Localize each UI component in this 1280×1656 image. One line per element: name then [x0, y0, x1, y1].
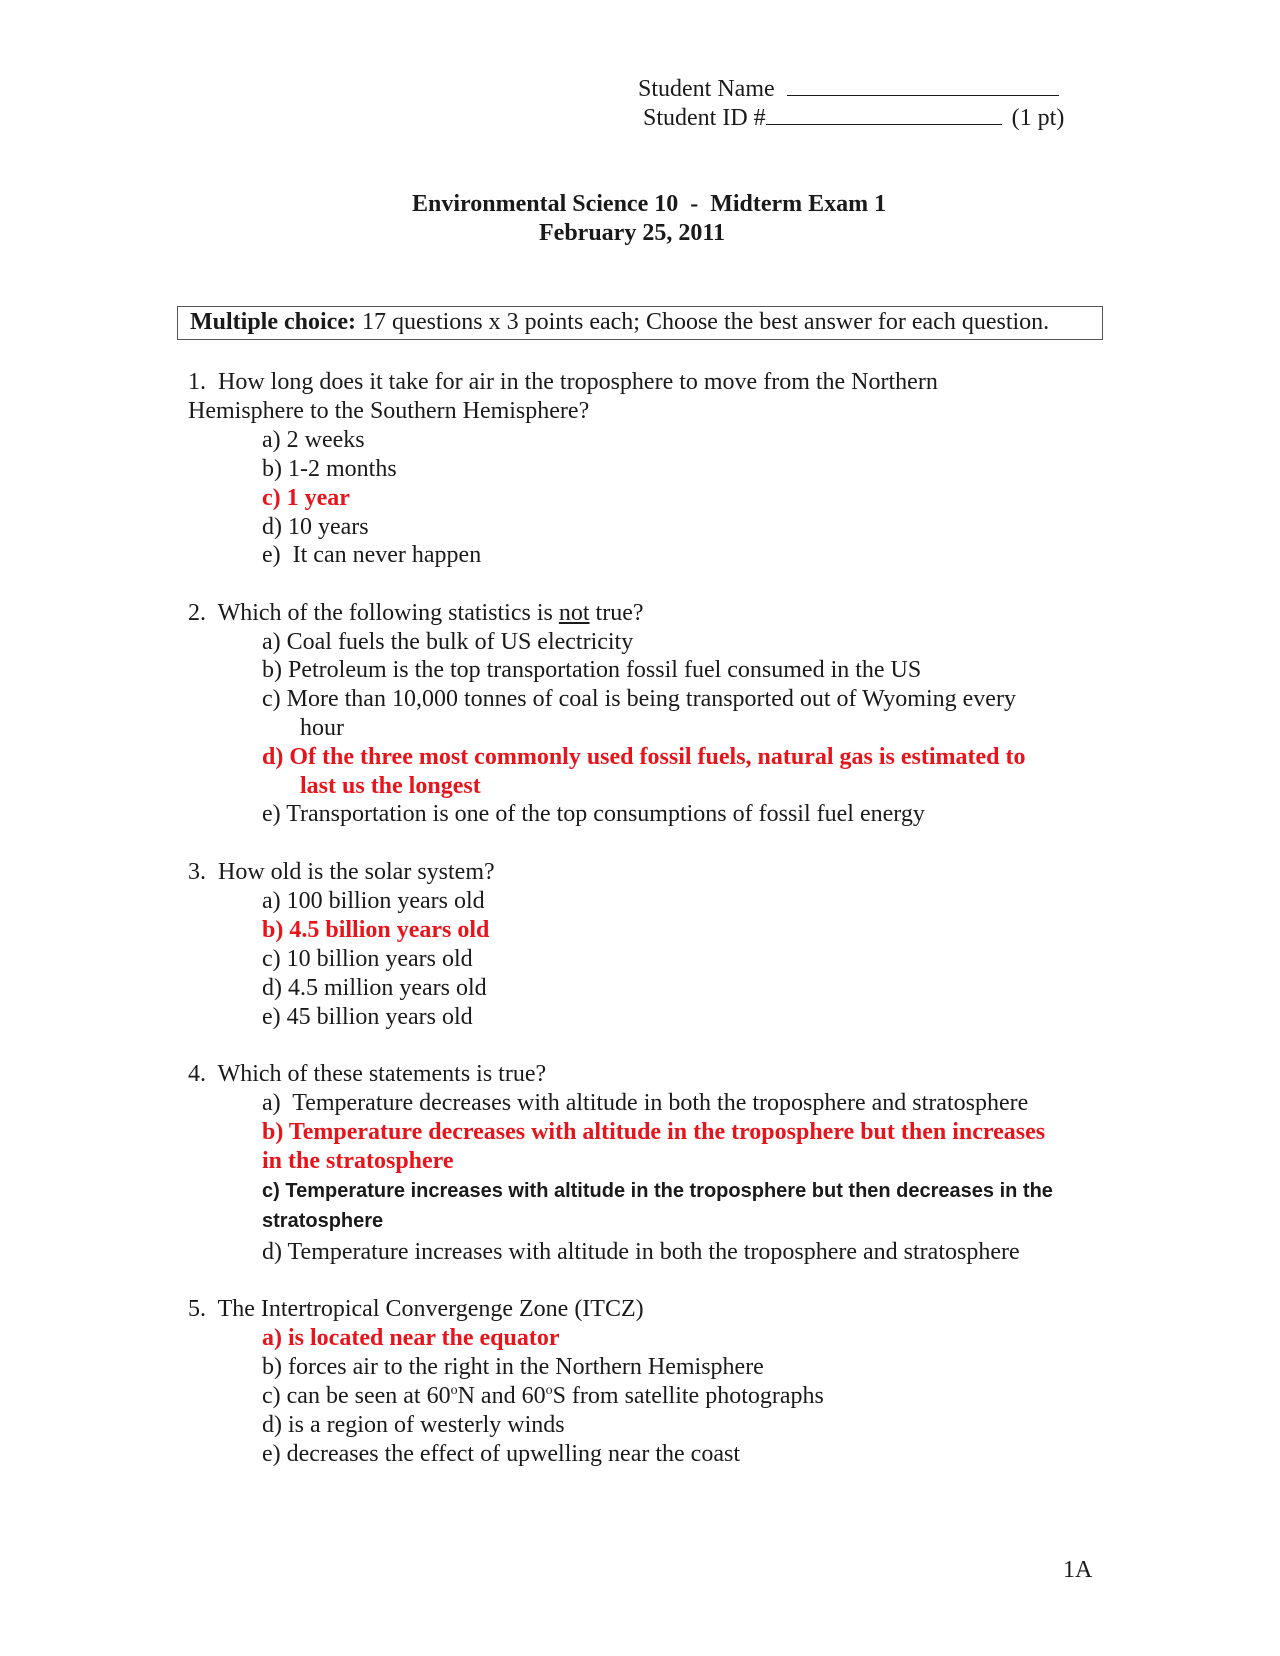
q2-stem	[188, 599, 644, 628]
q2-option-c-line2: hour	[300, 715, 344, 741]
instructions-box	[177, 306, 1103, 340]
q3-stem: 3. How old is the solar system?	[188, 859, 495, 885]
q4-option-c-line1: c) Temperature increases with altitude in the troposphere but then decreases in the	[262, 1180, 1053, 1202]
q4-option-d: d) Temperature increases with altitude in both the troposphere and stratosphere	[262, 1239, 1020, 1265]
q1-stem-line1: 1. How long does it take for air in the troposphere to move from the Northern	[188, 369, 938, 395]
q5-option-e: e) decreases the effect of upwelling near the coast	[262, 1441, 740, 1467]
q2-option-d-correct-line2: last us the longest	[300, 773, 481, 799]
exam-date: February 25, 2011	[539, 220, 725, 246]
q5-c-mid: N and 60	[457, 1383, 546, 1409]
q2-option-c-line1: c) More than 10,000 tonnes of coal is being transported out of Wyoming every	[262, 686, 1016, 712]
q2-stem-underlined: not	[558, 600, 590, 626]
q5-c-pre: c) can be seen at 60	[262, 1383, 451, 1409]
q2-stem-post: true?	[589, 600, 644, 626]
exam-title: Environmental Science 10 - Midterm Exam 1	[412, 191, 887, 217]
q2-option-d-correct-line1: d) Of the three most commonly used fossil fuels, natural gas is estimated to	[262, 744, 1026, 770]
degree-symbol: o	[450, 1383, 458, 1398]
q3-option-e: e) 45 billion years old	[262, 1004, 473, 1030]
q5-stem: 5. The Intertropical Convergenge Zone (ITCZ)	[188, 1296, 644, 1322]
q1-option-e: e) It can never happen	[262, 542, 482, 568]
student-id-field	[643, 103, 1064, 133]
q3-option-d: d) 4.5 million years old	[262, 975, 487, 1001]
q1-stem-line2: Hemisphere to the Southern Hemisphere?	[188, 398, 590, 424]
q2-option-a: a) Coal fuels the bulk of US electricity	[262, 629, 634, 655]
q4-option-b-correct-line1: b) Temperature decreases with altitude in the troposphere but then increases	[262, 1119, 1046, 1145]
student-name-blank[interactable]	[787, 75, 1059, 96]
q4-option-b-correct-line2: in the stratosphere	[262, 1148, 454, 1174]
q1-option-c-correct: c) 1 year	[262, 485, 350, 511]
student-id-points: (1 pt)	[1011, 105, 1065, 131]
q2-stem-pre: 2. Which of the following statistics is	[188, 600, 559, 626]
q2-option-b: b) Petroleum is the top transportation fossil fuel consumed in the US	[262, 657, 922, 683]
q3-option-b-correct: b) 4.5 billion years old	[262, 917, 490, 943]
q2-option-e: e) Transportation is one of the top consumptions of fossil fuel energy	[262, 801, 925, 827]
q3-option-a: a) 100 billion years old	[262, 888, 485, 914]
q5-option-b: b) forces air to the right in the Northern Hemisphere	[262, 1354, 764, 1380]
q1-option-b: b) 1-2 months	[262, 456, 397, 482]
q5-option-d: d) is a region of westerly winds	[262, 1412, 565, 1438]
q1-option-d: d) 10 years	[262, 514, 369, 540]
q5-option-c	[262, 1382, 824, 1411]
q4-stem: 4. Which of these statements is true?	[188, 1061, 547, 1087]
instructions-text: 17 questions x 3 points each; Choose the best answer for each question.	[361, 309, 1050, 335]
student-id-blank[interactable]	[766, 104, 1002, 125]
degree-symbol: o	[545, 1383, 553, 1398]
q5-c-post: S from satellite photographs	[552, 1383, 824, 1409]
student-name-field	[638, 74, 1059, 104]
q4-option-a: a) Temperature decreases with altitude in both the troposphere and stratosphere	[262, 1090, 1029, 1116]
instructions-label: Multiple choice:	[190, 309, 356, 335]
q1-option-a: a) 2 weeks	[262, 427, 365, 453]
student-id-label: Student ID #	[643, 105, 766, 131]
page-label: 1A	[1063, 1557, 1093, 1583]
q5-option-a-correct: a) is located near the equator	[262, 1325, 560, 1351]
q4-option-c-line2: stratosphere	[262, 1210, 384, 1232]
q3-option-c: c) 10 billion years old	[262, 946, 473, 972]
student-name-label: Student Name	[638, 76, 775, 102]
